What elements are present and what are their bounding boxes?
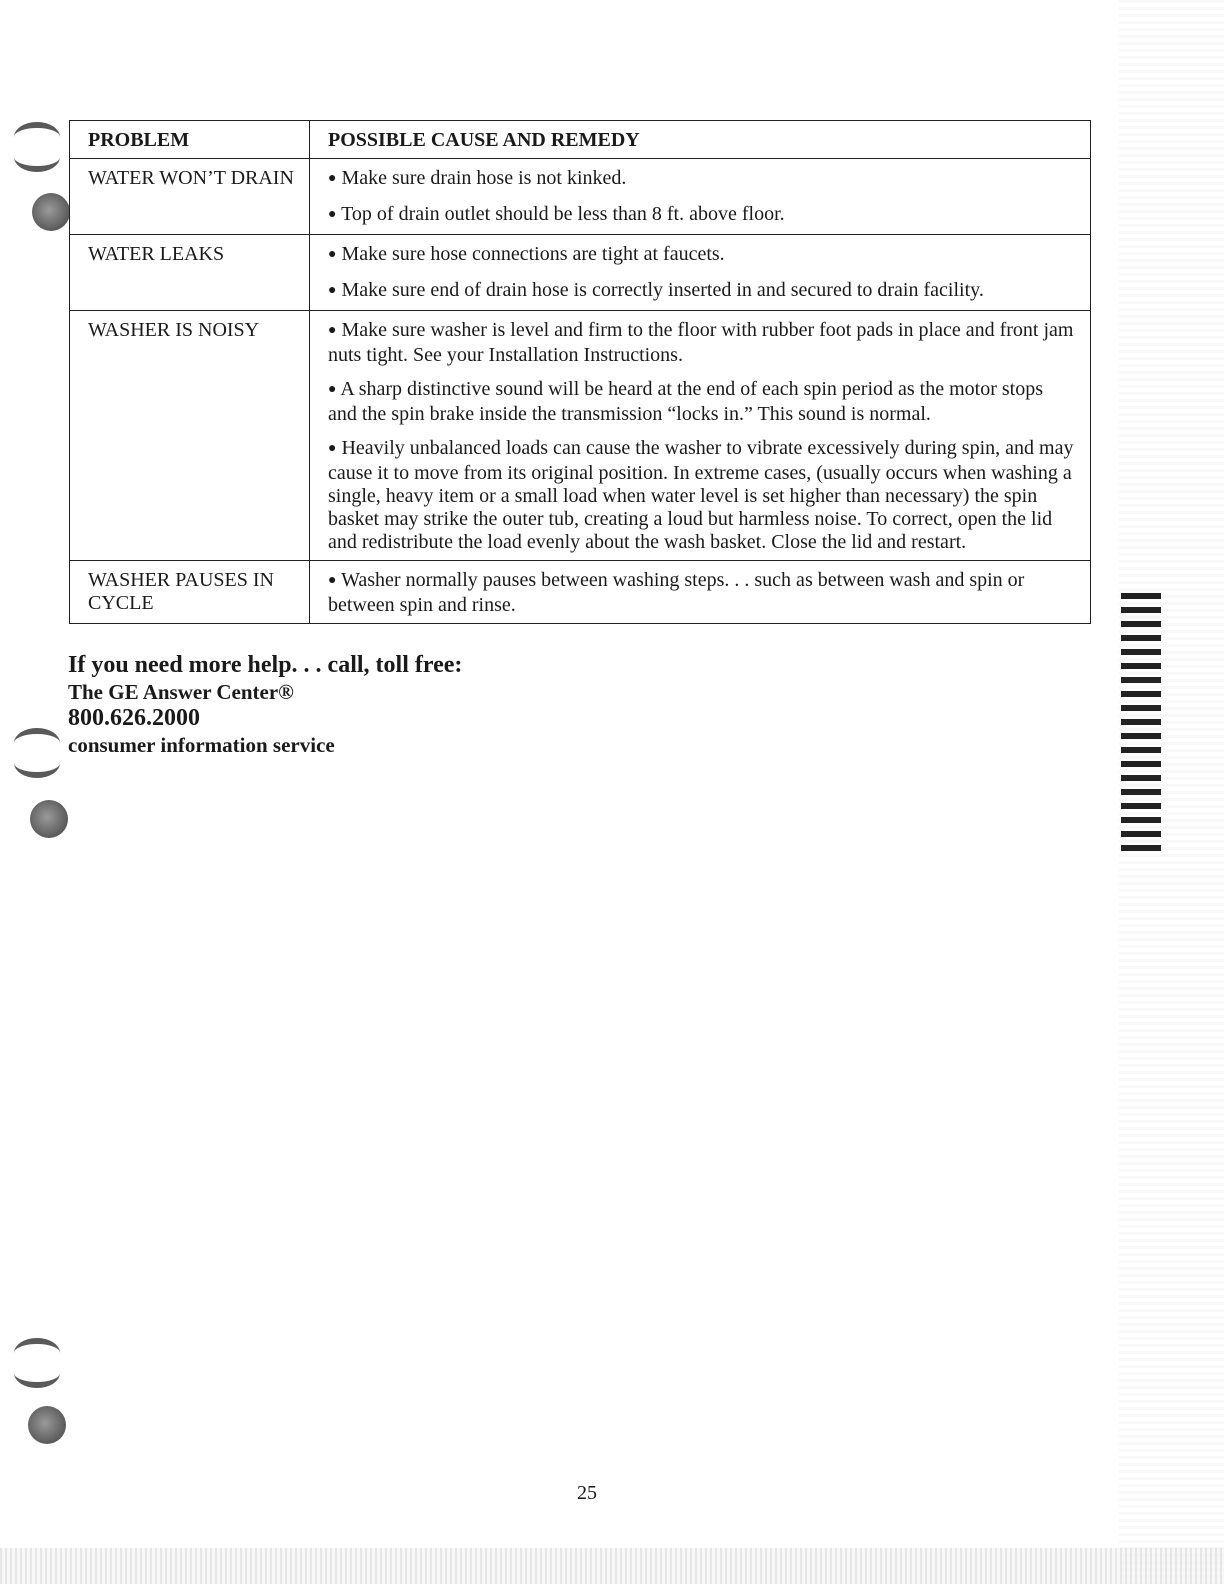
- punch-hole-icon: [32, 193, 70, 231]
- problem-cell: WASHER IS NOISY: [70, 311, 310, 561]
- scan-edge-marks: [1121, 593, 1161, 859]
- problem-column-header: PROBLEM: [70, 121, 310, 159]
- answer-center-name: The GE Answer Center®: [68, 680, 294, 704]
- help-contact-block: [68, 650, 462, 757]
- bullet-icon: ●: [328, 247, 337, 262]
- bullet-icon: ●: [328, 171, 337, 186]
- table-row: [70, 311, 1091, 561]
- bullet-icon: ●: [328, 207, 337, 222]
- remedy-cell: [310, 561, 1091, 624]
- bullet-icon: ●: [328, 283, 337, 298]
- remedy-item: ● Heavily unbalanced loads can cause the washer to vibrate excessively during spin, and may cause it to move from its original position. In extreme cases, (usually occurs when washing a single, heavy item or a small load when water level is set higher than necessary) the spin basket may strike the outer tub, creating a loud but harmless noise. To correct, open the lid and redistribute the load evenly about the wash basket. Close the lid and restart.: [328, 437, 1074, 553]
- scan-margin-bottom: [0, 1548, 1224, 1584]
- punch-hole-icon: [28, 1406, 66, 1444]
- remedy-cell: [310, 311, 1091, 561]
- bullet-icon: ●: [328, 382, 337, 397]
- remedy-cell: [310, 235, 1091, 311]
- remedy-item: ● Make sure end of drain hose is correctly inserted in and secured to drain facility.: [328, 279, 984, 301]
- binder-arc-icon: [14, 748, 60, 778]
- problem-cell: WATER LEAKS: [70, 235, 310, 311]
- remedy-column-header: POSSIBLE CAUSE AND REMEDY: [310, 121, 1091, 159]
- binder-arc-icon: [14, 1358, 60, 1388]
- bullet-icon: ●: [328, 441, 337, 456]
- table-row: [70, 235, 1091, 311]
- table-row: [70, 561, 1091, 624]
- remedy-item: ● Make sure drain hose is not kinked.: [328, 167, 627, 189]
- table-row: [70, 159, 1091, 235]
- problem-cell: WASHER PAUSES IN CYCLE: [70, 561, 310, 624]
- troubleshooting-table: [69, 120, 1091, 624]
- remedy-item: ● A sharp distinctive sound will be heard at the end of each spin period as the motor stops and the spin brake inside the transmission “locks in.” This sound is normal.: [328, 378, 1044, 425]
- remedy-item: ● Top of drain outlet should be less than 8 ft. above floor.: [328, 203, 785, 225]
- phone-number: 800.626.2000: [68, 705, 200, 731]
- bullet-icon: ●: [328, 573, 337, 588]
- remedy-item: ● Make sure washer is level and firm to the floor with rubber foot pads in place and front jam nuts tight. See your Installation Instructions.: [328, 319, 1074, 366]
- service-label: consumer information service: [68, 733, 335, 757]
- remedy-item: ● Washer normally pauses between washing steps. . . such as between wash and spin or between spin and rinse.: [328, 569, 1025, 616]
- page-number: 25: [577, 1482, 597, 1504]
- remedy-item: ● Make sure hose connections are tight at faucets.: [328, 243, 725, 265]
- table-header-row: [70, 121, 1091, 159]
- help-heading: If you need more help. . . call, toll free:: [68, 652, 463, 678]
- binder-arc-icon: [14, 142, 60, 172]
- remedy-cell: [310, 159, 1091, 235]
- problem-cell: WATER WON’T DRAIN: [70, 159, 310, 235]
- punch-hole-icon: [30, 800, 68, 838]
- bullet-icon: ●: [328, 323, 337, 338]
